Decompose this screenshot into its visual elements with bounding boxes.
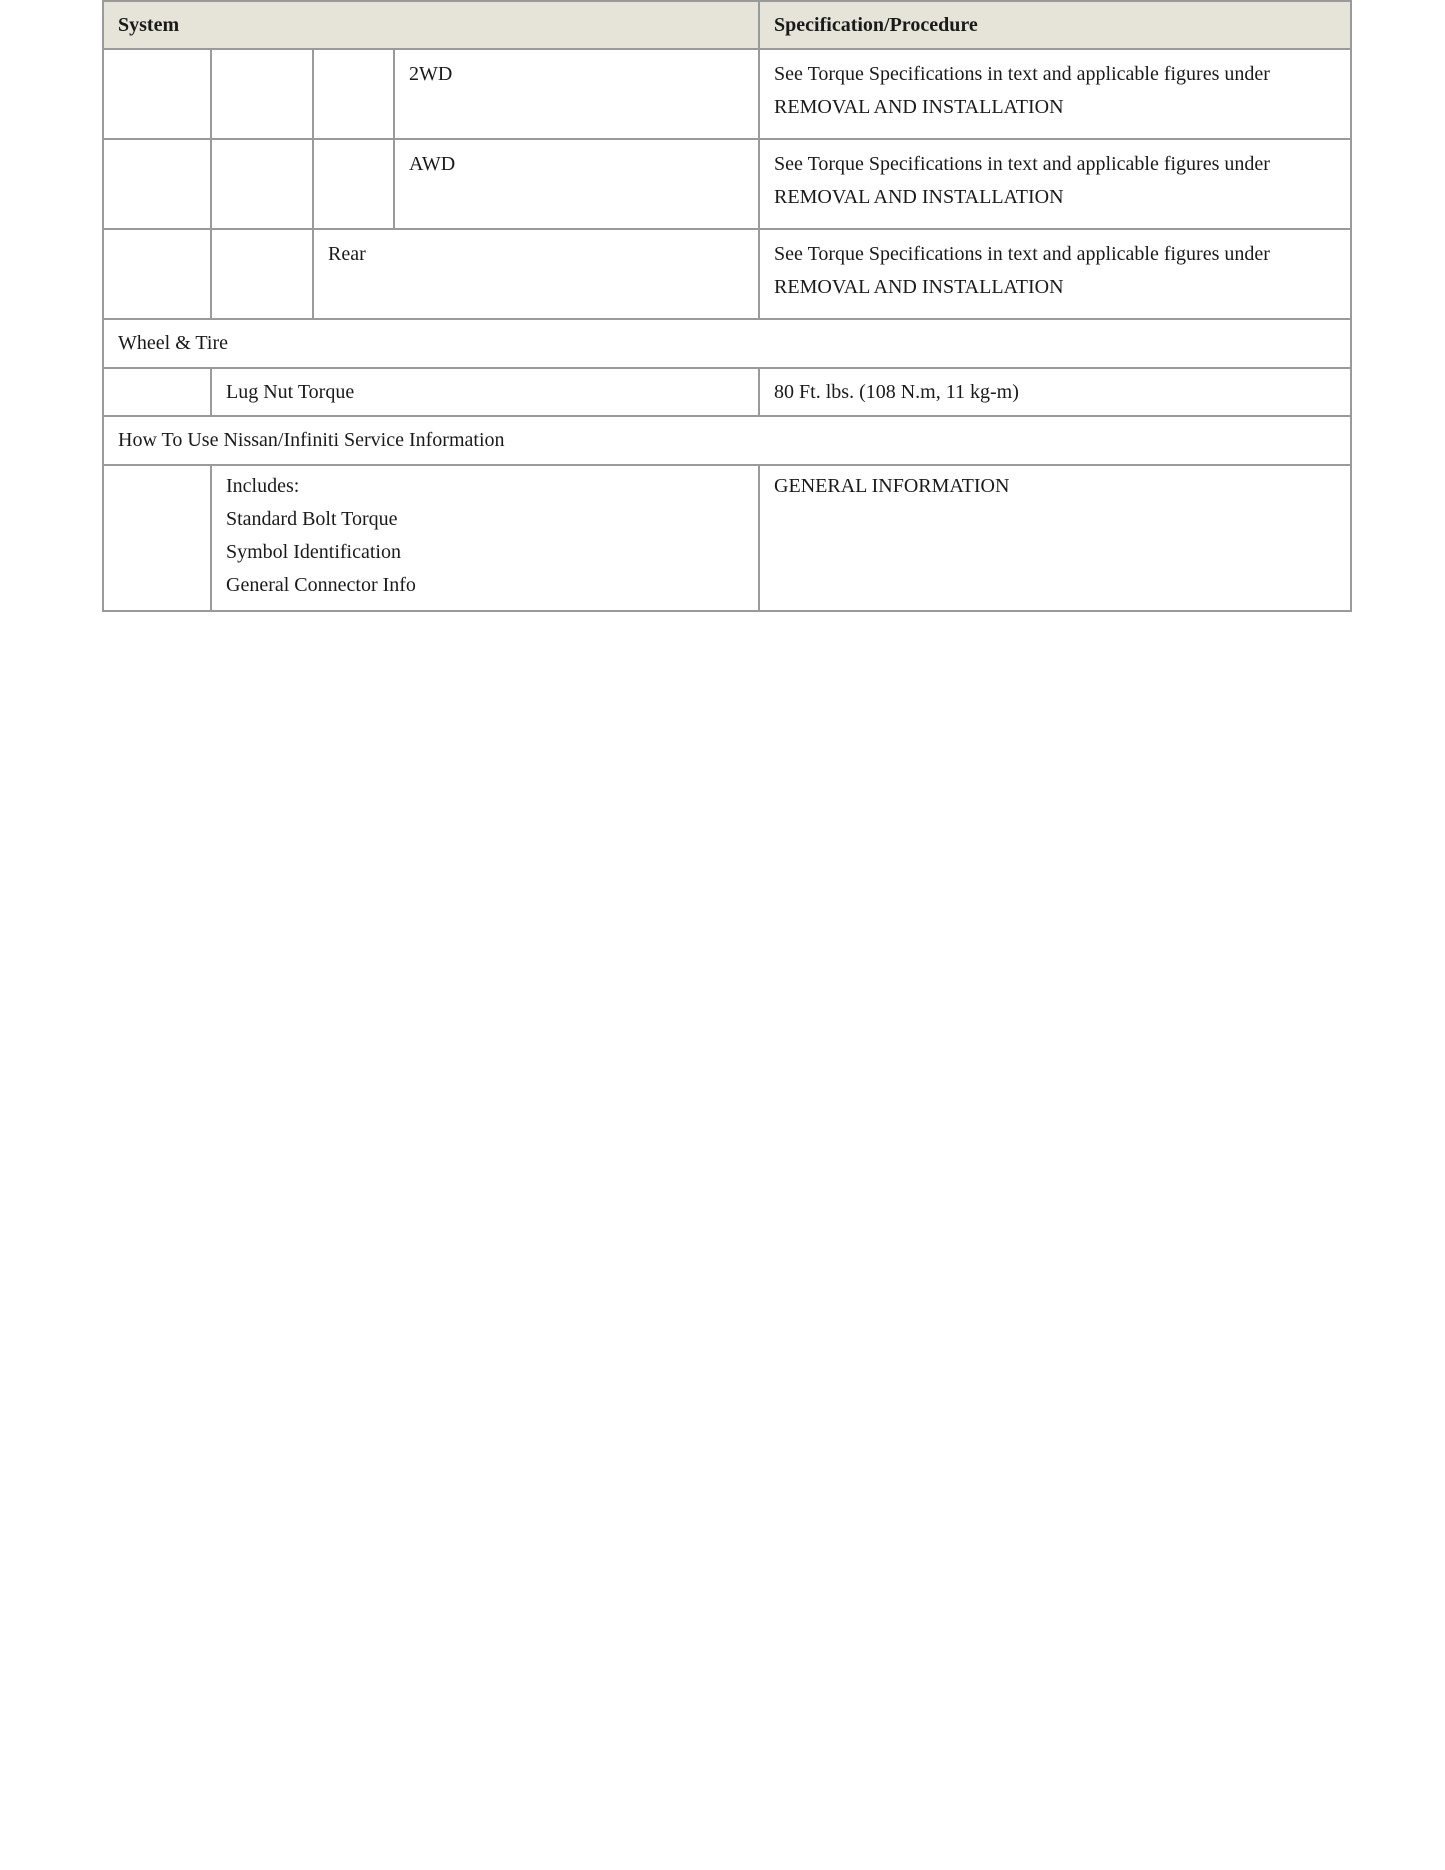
includes-list: [211, 465, 759, 611]
row-spec: [759, 229, 1351, 319]
spec-line: REMOVAL AND INSTALLATION: [774, 96, 1064, 118]
spec-line: REMOVAL AND INSTALLATION: [774, 186, 1064, 208]
header-spec: Specification/Procedure: [759, 1, 1351, 49]
spec-line: REMOVAL AND INSTALLATION: [774, 276, 1064, 298]
row-spec: GENERAL INFORMATION: [759, 465, 1351, 611]
spec-line: See Torque Specifications in text and applicable figures under: [774, 153, 1270, 175]
spec-table: [102, 0, 1352, 612]
table-row: [103, 465, 1351, 611]
indent-cell: [103, 368, 211, 416]
includes-line: Symbol Identification: [226, 541, 401, 563]
includes-line: Standard Bolt Torque: [226, 508, 398, 530]
section-title: How To Use Nissan/Infiniti Service Information: [103, 416, 1351, 465]
table-row: [103, 368, 1351, 416]
section-row-wheel-tire: [103, 319, 1351, 368]
header-system: System: [103, 1, 759, 49]
row-label: 2WD: [394, 49, 759, 139]
section-title: Wheel & Tire: [103, 319, 1351, 368]
section-row-service-info: [103, 416, 1351, 465]
includes-line: General Connector Info: [226, 574, 416, 596]
row-spec: 80 Ft. lbs. (108 N.m, 11 kg-m): [759, 368, 1351, 416]
includes-line: Includes:: [226, 475, 300, 497]
indent-cell: [313, 49, 394, 139]
row-label: Lug Nut Torque: [211, 368, 759, 416]
indent-cell: [103, 229, 211, 319]
row-spec: [759, 139, 1351, 229]
indent-cell: [211, 229, 313, 319]
row-label: Rear: [313, 229, 759, 319]
header-row: [103, 1, 1351, 49]
indent-cell: [211, 139, 313, 229]
row-label: AWD: [394, 139, 759, 229]
indent-cell: [103, 49, 211, 139]
table-row: [103, 139, 1351, 229]
spec-line: See Torque Specifications in text and applicable figures under: [774, 63, 1270, 85]
indent-cell: [211, 49, 313, 139]
table-row: [103, 49, 1351, 139]
indent-cell: [103, 139, 211, 229]
row-spec: [759, 49, 1351, 139]
table-row: [103, 229, 1351, 319]
indent-cell: [103, 465, 211, 611]
spec-line: See Torque Specifications in text and applicable figures under: [774, 243, 1270, 265]
indent-cell: [313, 139, 394, 229]
